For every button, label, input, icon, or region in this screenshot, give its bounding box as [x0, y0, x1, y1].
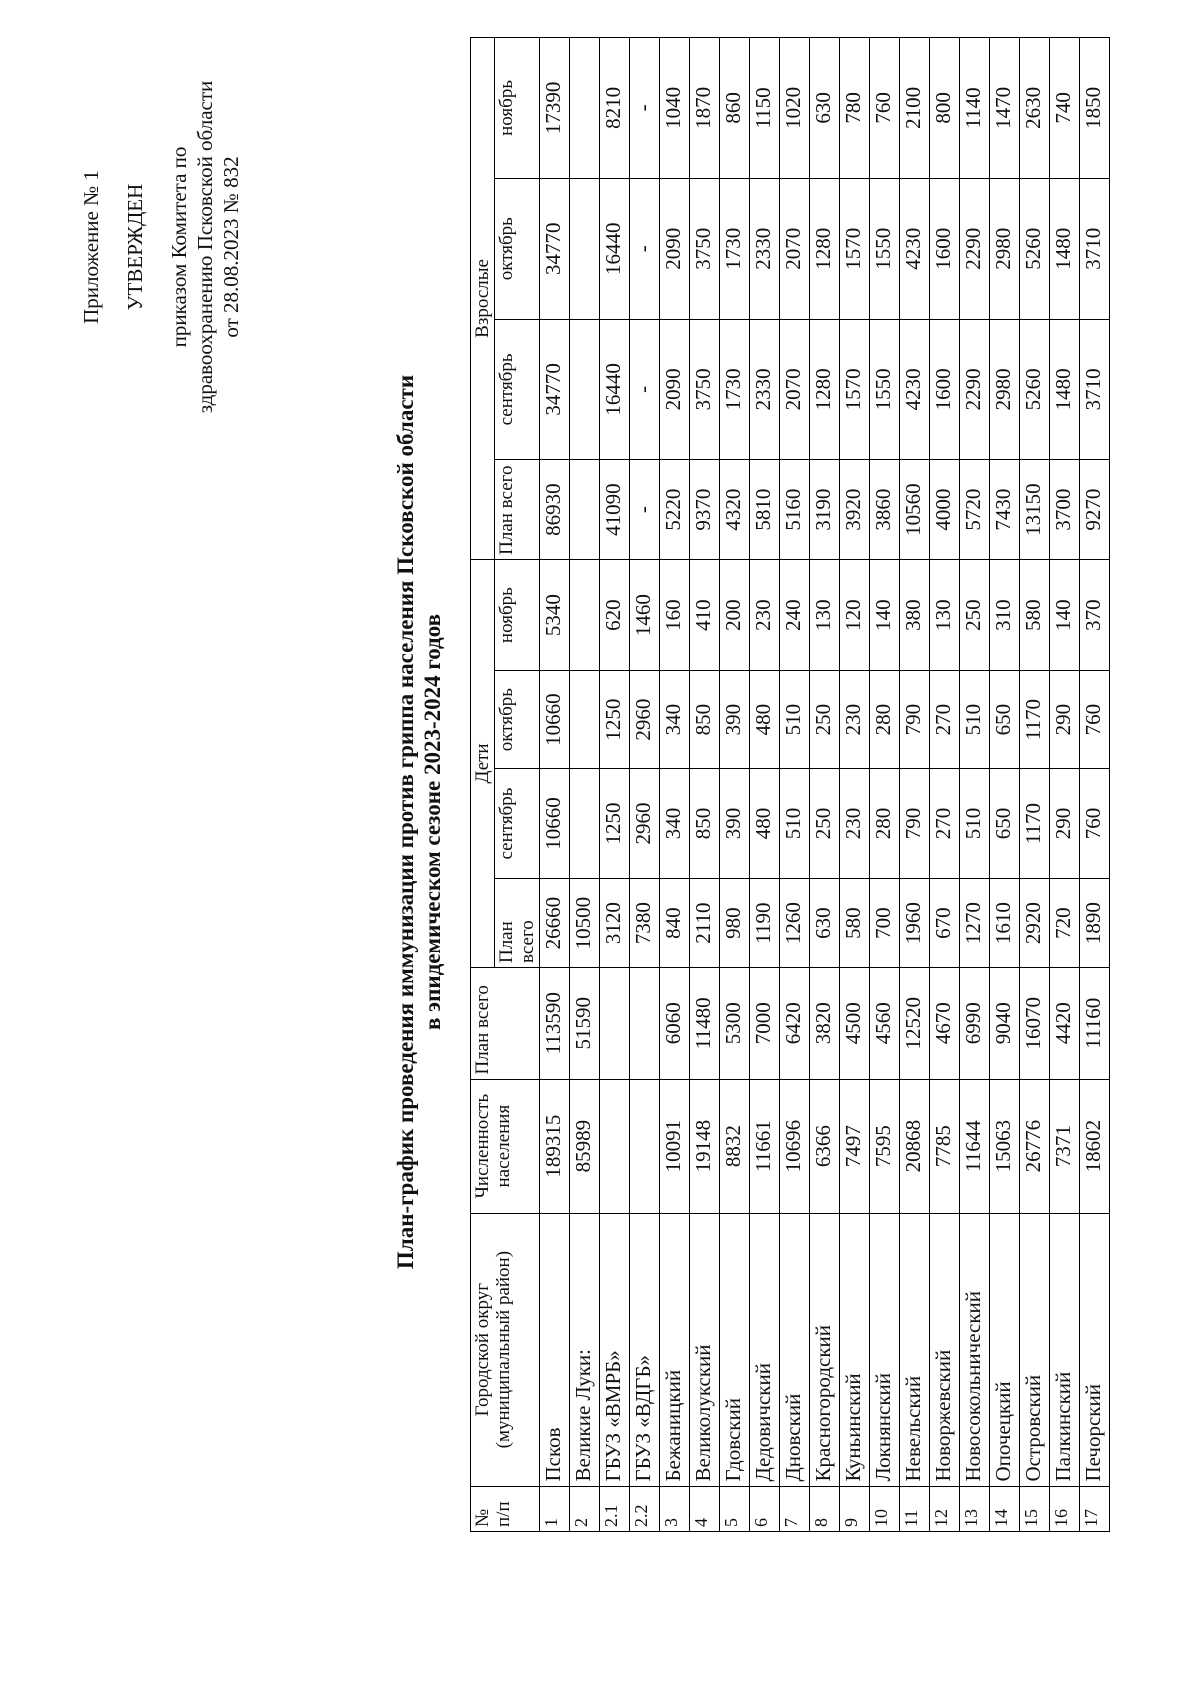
- district-name-cell: Палкинский: [1050, 1213, 1080, 1486]
- district-name-cell: Красногородский: [810, 1213, 840, 1486]
- children-plan-cell: 720: [1050, 879, 1080, 968]
- row-number-cell: 14: [990, 1486, 1020, 1531]
- adults-plan-cell: 10560: [900, 460, 930, 560]
- plan-total-cell: 12520: [900, 968, 930, 1080]
- population-cell: 85989: [570, 1079, 600, 1213]
- population-cell: 7785: [930, 1079, 960, 1213]
- plan-total-cell: 7000: [750, 968, 780, 1080]
- header-no: № п/п: [471, 1486, 540, 1531]
- district-name-cell: Дедовичский: [750, 1213, 780, 1486]
- district-name-cell: ГБУЗ «ВМРБ»: [600, 1213, 630, 1486]
- approved-label: УТВЕРЖДЕН: [123, 183, 147, 311]
- adults-nov-cell: 780: [840, 38, 870, 179]
- district-name-cell: Дновский: [780, 1213, 810, 1486]
- header-children-sep: сентябрь: [495, 768, 540, 878]
- children-plan-cell: 1260: [780, 879, 810, 968]
- approval-spacer: [148, 77, 166, 417]
- adults-oct-cell: 1570: [840, 178, 870, 319]
- district-name-cell: Псков: [540, 1213, 570, 1486]
- children-sep-cell: 480: [750, 768, 780, 878]
- children-oct-cell: 1250: [600, 671, 630, 768]
- plan-total-cell: 113590: [540, 968, 570, 1080]
- plan-total-cell: 6060: [660, 968, 690, 1080]
- children-sep-cell: 290: [1050, 768, 1080, 878]
- children-nov-cell: 410: [690, 559, 720, 671]
- row-number-cell: 17: [1080, 1486, 1110, 1531]
- adults-nov-cell: 800: [930, 38, 960, 179]
- adults-oct-cell: 4230: [900, 178, 930, 319]
- table-row: [690, 38, 720, 1532]
- children-sep-cell: 280: [870, 768, 900, 878]
- children-plan-cell: 580: [840, 879, 870, 968]
- children-sep-cell: 340: [660, 768, 690, 878]
- adults-plan-cell: 86930: [540, 460, 570, 560]
- children-plan-cell: 670: [930, 879, 960, 968]
- plan-total-cell: 5300: [720, 968, 750, 1080]
- adults-plan-cell: 9370: [690, 460, 720, 560]
- adults-oct-cell: 1730: [720, 178, 750, 319]
- children-sep-cell: 250: [810, 768, 840, 878]
- population-cell: 7595: [870, 1079, 900, 1213]
- population-cell: 189315: [540, 1079, 570, 1213]
- children-plan-cell: 26660: [540, 879, 570, 968]
- order-date-number: от 28.08.2023 № 832: [219, 156, 243, 338]
- table-row: [630, 38, 660, 1532]
- adults-plan-cell: -: [630, 460, 660, 560]
- table-row: [1080, 38, 1110, 1532]
- adults-nov-cell: 17390: [540, 38, 570, 179]
- adults-sep-cell: 1550: [870, 319, 900, 460]
- children-sep-cell: 760: [1080, 768, 1110, 878]
- header-population: Численность населения: [471, 1079, 540, 1213]
- population-cell: 11644: [960, 1079, 990, 1213]
- adults-oct-cell: 5260: [1020, 178, 1050, 319]
- population-cell: [630, 1079, 660, 1213]
- children-plan-cell: 1960: [900, 879, 930, 968]
- header-children-plan: План всего: [495, 879, 540, 968]
- children-plan-cell: 7380: [630, 879, 660, 968]
- adults-plan-cell: 5720: [960, 460, 990, 560]
- plan-total-cell: 4420: [1050, 968, 1080, 1080]
- plan-total-cell: 11480: [690, 968, 720, 1080]
- children-nov-cell: 370: [1080, 559, 1110, 671]
- children-nov-cell: 140: [1050, 559, 1080, 671]
- children-oct-cell: 10660: [540, 671, 570, 768]
- children-oct-cell: 230: [840, 671, 870, 768]
- adults-sep-cell: 2290: [960, 319, 990, 460]
- table-row: [1020, 38, 1050, 1532]
- appendix-number: Приложение № 1: [79, 170, 103, 324]
- plan-total-cell: 6990: [960, 968, 990, 1080]
- children-sep-cell: 850: [690, 768, 720, 878]
- children-sep-cell: 390: [720, 768, 750, 878]
- population-cell: 20868: [900, 1079, 930, 1213]
- adults-plan-cell: 41090: [600, 460, 630, 560]
- children-oct-cell: 850: [690, 671, 720, 768]
- adults-plan-cell: 13150: [1020, 460, 1050, 560]
- adults-nov-cell: 2630: [1020, 38, 1050, 179]
- document-title: [392, 147, 446, 1497]
- plan-total-cell: 4560: [870, 968, 900, 1080]
- district-name-cell: Невельский: [900, 1213, 930, 1486]
- children-nov-cell: 130: [930, 559, 960, 671]
- table-row: [990, 38, 1020, 1532]
- adults-oct-cell: [570, 178, 600, 319]
- adults-oct-cell: 1480: [1050, 178, 1080, 319]
- adults-oct-cell: 1280: [810, 178, 840, 319]
- children-oct-cell: 290: [1050, 671, 1080, 768]
- adults-nov-cell: 740: [1050, 38, 1080, 179]
- row-number-cell: 1: [540, 1486, 570, 1531]
- children-sep-cell: [570, 768, 600, 878]
- population-cell: 15063: [990, 1079, 1020, 1213]
- table-row: [930, 38, 960, 1532]
- row-number-cell: 2.2: [630, 1486, 660, 1531]
- children-oct-cell: 510: [960, 671, 990, 768]
- adults-nov-cell: [570, 38, 600, 179]
- plan-total-cell: [600, 968, 630, 1080]
- row-number-cell: 4: [690, 1486, 720, 1531]
- adults-oct-cell: 2290: [960, 178, 990, 319]
- children-plan-cell: 1270: [960, 879, 990, 968]
- children-plan-cell: 1190: [750, 879, 780, 968]
- header-children: Дети: [471, 559, 495, 967]
- district-name-cell: ГБУЗ «ВДГБ»: [630, 1213, 660, 1486]
- adults-sep-cell: 34770: [540, 319, 570, 460]
- adults-nov-cell: 1470: [990, 38, 1020, 179]
- table-row: [570, 38, 600, 1532]
- table-row: [540, 38, 570, 1532]
- adults-nov-cell: 1150: [750, 38, 780, 179]
- table-row: [960, 38, 990, 1532]
- plan-total-cell: 4670: [930, 968, 960, 1080]
- children-plan-cell: 10500: [570, 879, 600, 968]
- header-row-1: [471, 38, 495, 1532]
- children-nov-cell: 200: [720, 559, 750, 671]
- adults-sep-cell: 2980: [990, 319, 1020, 460]
- adults-nov-cell: 1140: [960, 38, 990, 179]
- adults-sep-cell: 1280: [810, 319, 840, 460]
- children-nov-cell: 580: [1020, 559, 1050, 671]
- adults-nov-cell: 8210: [600, 38, 630, 179]
- header-plan-total: План всего: [471, 968, 540, 1080]
- children-sep-cell: 1170: [1020, 768, 1050, 878]
- adults-oct-cell: -: [630, 178, 660, 319]
- population-cell: 18602: [1080, 1079, 1110, 1213]
- row-number-cell: 7: [780, 1486, 810, 1531]
- title-line-2: в эпидемическом сезоне 2023-2024 годов: [420, 613, 445, 1031]
- table-body: [540, 38, 1110, 1532]
- children-oct-cell: [570, 671, 600, 768]
- children-nov-cell: 240: [780, 559, 810, 671]
- adults-oct-cell: 1550: [870, 178, 900, 319]
- children-oct-cell: 480: [750, 671, 780, 768]
- row-number-cell: 2: [570, 1486, 600, 1531]
- adults-nov-cell: 2100: [900, 38, 930, 179]
- adults-plan-cell: [570, 460, 600, 560]
- children-plan-cell: 980: [720, 879, 750, 968]
- children-nov-cell: 310: [990, 559, 1020, 671]
- adults-sep-cell: 16440: [600, 319, 630, 460]
- adults-sep-cell: 5260: [1020, 319, 1050, 460]
- adults-sep-cell: -: [630, 319, 660, 460]
- adults-sep-cell: 1600: [930, 319, 960, 460]
- adults-nov-cell: 1040: [660, 38, 690, 179]
- approval-block: [78, 77, 244, 417]
- children-sep-cell: 1250: [600, 768, 630, 878]
- children-nov-cell: 130: [810, 559, 840, 671]
- population-cell: 7371: [1050, 1079, 1080, 1213]
- adults-oct-cell: 34770: [540, 178, 570, 319]
- children-plan-cell: 840: [660, 879, 690, 968]
- children-sep-cell: 10660: [540, 768, 570, 878]
- adults-oct-cell: 2090: [660, 178, 690, 319]
- adults-sep-cell: 2330: [750, 319, 780, 460]
- table-row: [1050, 38, 1080, 1532]
- order-line-1: приказом Комитета по: [167, 146, 191, 348]
- children-sep-cell: 790: [900, 768, 930, 878]
- children-nov-cell: 250: [960, 559, 990, 671]
- adults-sep-cell: 3750: [690, 319, 720, 460]
- table-row: [600, 38, 630, 1532]
- children-plan-cell: 2110: [690, 879, 720, 968]
- children-plan-cell: 630: [810, 879, 840, 968]
- district-name-cell: Бежаницкий: [660, 1213, 690, 1486]
- district-name-cell: Печорский: [1080, 1213, 1110, 1486]
- adults-sep-cell: 1480: [1050, 319, 1080, 460]
- plan-total-cell: 4500: [840, 968, 870, 1080]
- children-oct-cell: 250: [810, 671, 840, 768]
- schedule-table: [470, 37, 1110, 1532]
- row-number-cell: 13: [960, 1486, 990, 1531]
- adults-oct-cell: 2980: [990, 178, 1020, 319]
- table-row: [720, 38, 750, 1532]
- plan-total-cell: [630, 968, 660, 1080]
- header-adults: Взрослые: [471, 38, 495, 560]
- district-name-cell: Великие Луки:: [570, 1213, 600, 1486]
- header-adults-nov: ноябрь: [495, 38, 540, 179]
- table-row: [870, 38, 900, 1532]
- row-number-cell: 15: [1020, 1486, 1050, 1531]
- row-number-cell: 5: [720, 1486, 750, 1531]
- row-number-cell: 2.1: [600, 1486, 630, 1531]
- table-row: [840, 38, 870, 1532]
- children-plan-cell: 1890: [1080, 879, 1110, 968]
- population-cell: 6366: [810, 1079, 840, 1213]
- row-number-cell: 3: [660, 1486, 690, 1531]
- approval-spacer: [104, 77, 122, 417]
- district-name-cell: Локнянский: [870, 1213, 900, 1486]
- adults-plan-cell: 4000: [930, 460, 960, 560]
- plan-total-cell: 11160: [1080, 968, 1110, 1080]
- population-cell: 8832: [720, 1079, 750, 1213]
- district-name-cell: Островский: [1020, 1213, 1050, 1486]
- population-cell: 10696: [780, 1079, 810, 1213]
- children-oct-cell: 760: [1080, 671, 1110, 768]
- children-oct-cell: 1170: [1020, 671, 1050, 768]
- adults-sep-cell: 1570: [840, 319, 870, 460]
- children-oct-cell: 270: [930, 671, 960, 768]
- children-nov-cell: 120: [840, 559, 870, 671]
- adults-plan-cell: 5810: [750, 460, 780, 560]
- adults-plan-cell: 7430: [990, 460, 1020, 560]
- table-row: [810, 38, 840, 1532]
- children-nov-cell: 230: [750, 559, 780, 671]
- adults-plan-cell: 3190: [810, 460, 840, 560]
- children-plan-cell: 2920: [1020, 879, 1050, 968]
- children-nov-cell: 1460: [630, 559, 660, 671]
- population-cell: [600, 1079, 630, 1213]
- adults-sep-cell: 2070: [780, 319, 810, 460]
- district-name-cell: Новосокольнический: [960, 1213, 990, 1486]
- adults-sep-cell: [570, 319, 600, 460]
- adults-oct-cell: 1600: [930, 178, 960, 319]
- children-oct-cell: 650: [990, 671, 1020, 768]
- district-name-cell: Опочецкий: [990, 1213, 1020, 1486]
- children-nov-cell: 160: [660, 559, 690, 671]
- population-cell: 7497: [840, 1079, 870, 1213]
- children-oct-cell: 280: [870, 671, 900, 768]
- header-children-nov: ноябрь: [495, 559, 540, 671]
- plan-total-cell: 51590: [570, 968, 600, 1080]
- plan-total-cell: 9040: [990, 968, 1020, 1080]
- title-line-1: План-график проведения иммунизации против гриппа населения Псковской области: [393, 374, 418, 1270]
- plan-total-cell: 16070: [1020, 968, 1050, 1080]
- adults-sep-cell: 1730: [720, 319, 750, 460]
- children-sep-cell: 510: [960, 768, 990, 878]
- district-name-cell: Куньинский: [840, 1213, 870, 1486]
- children-oct-cell: 340: [660, 671, 690, 768]
- row-number-cell: 8: [810, 1486, 840, 1531]
- adults-oct-cell: 2070: [780, 178, 810, 319]
- children-sep-cell: 2960: [630, 768, 660, 878]
- header-district: Городской округ (муниципальный район): [471, 1213, 540, 1486]
- population-cell: 19148: [690, 1079, 720, 1213]
- adults-nov-cell: 760: [870, 38, 900, 179]
- district-name-cell: Новоржевский: [930, 1213, 960, 1486]
- adults-nov-cell: 1850: [1080, 38, 1110, 179]
- adults-oct-cell: 3750: [690, 178, 720, 319]
- adults-plan-cell: 3860: [870, 460, 900, 560]
- table-row: [900, 38, 930, 1532]
- adults-plan-cell: 9270: [1080, 460, 1110, 560]
- children-oct-cell: 510: [780, 671, 810, 768]
- row-number-cell: 11: [900, 1486, 930, 1531]
- adults-nov-cell: 1020: [780, 38, 810, 179]
- children-plan-cell: 3120: [600, 879, 630, 968]
- adults-oct-cell: 2330: [750, 178, 780, 319]
- plan-total-cell: 6420: [780, 968, 810, 1080]
- adults-sep-cell: 4230: [900, 319, 930, 460]
- row-number-cell: 12: [930, 1486, 960, 1531]
- adults-nov-cell: -: [630, 38, 660, 179]
- children-oct-cell: 390: [720, 671, 750, 768]
- adults-oct-cell: 16440: [600, 178, 630, 319]
- adults-nov-cell: 860: [720, 38, 750, 179]
- population-cell: 11661: [750, 1079, 780, 1213]
- children-sep-cell: 650: [990, 768, 1020, 878]
- adults-oct-cell: 3710: [1080, 178, 1110, 319]
- row-number-cell: 6: [750, 1486, 780, 1531]
- adults-plan-cell: 5160: [780, 460, 810, 560]
- children-sep-cell: 510: [780, 768, 810, 878]
- order-line-2: здравоохранению Псковской области: [193, 80, 217, 414]
- adults-sep-cell: 3710: [1080, 319, 1110, 460]
- district-name-cell: Гдовский: [720, 1213, 750, 1486]
- plan-total-cell: 3820: [810, 968, 840, 1080]
- adults-plan-cell: 4320: [720, 460, 750, 560]
- children-nov-cell: 380: [900, 559, 930, 671]
- children-plan-cell: 1610: [990, 879, 1020, 968]
- adults-plan-cell: 3700: [1050, 460, 1080, 560]
- children-nov-cell: 5340: [540, 559, 570, 671]
- population-cell: 26776: [1020, 1079, 1050, 1213]
- header-children-oct: октябрь: [495, 671, 540, 768]
- children-oct-cell: 2960: [630, 671, 660, 768]
- children-nov-cell: [570, 559, 600, 671]
- adults-plan-cell: 3920: [840, 460, 870, 560]
- children-nov-cell: 620: [600, 559, 630, 671]
- table-row: [660, 38, 690, 1532]
- district-name-cell: Великолукский: [690, 1213, 720, 1486]
- header-adults-plan: План всего: [495, 460, 540, 560]
- table-row: [750, 38, 780, 1532]
- adults-plan-cell: 5220: [660, 460, 690, 560]
- children-nov-cell: 140: [870, 559, 900, 671]
- children-sep-cell: 270: [930, 768, 960, 878]
- population-cell: 10091: [660, 1079, 690, 1213]
- row-number-cell: 10: [870, 1486, 900, 1531]
- children-sep-cell: 230: [840, 768, 870, 878]
- children-oct-cell: 790: [900, 671, 930, 768]
- adults-sep-cell: 2090: [660, 319, 690, 460]
- header-adults-oct: октябрь: [495, 178, 540, 319]
- adults-nov-cell: 1870: [690, 38, 720, 179]
- row-number-cell: 9: [840, 1486, 870, 1531]
- adults-nov-cell: 630: [810, 38, 840, 179]
- row-number-cell: 16: [1050, 1486, 1080, 1531]
- children-plan-cell: 700: [870, 879, 900, 968]
- table-row: [780, 38, 810, 1532]
- header-adults-sep: сентябрь: [495, 319, 540, 460]
